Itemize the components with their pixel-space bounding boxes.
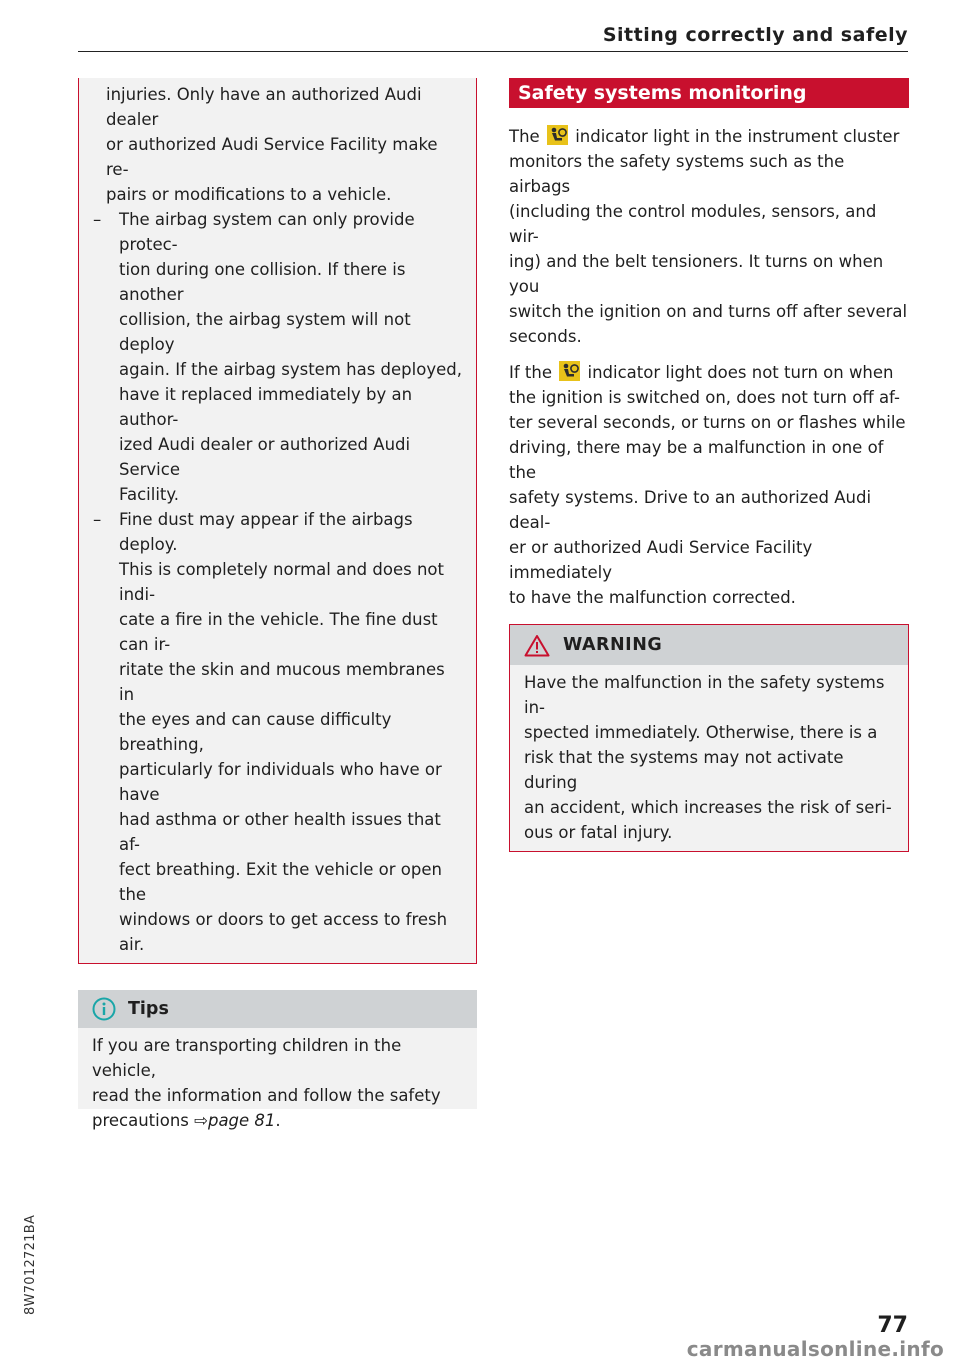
text-line: switch the ignition on and turns off after several — [509, 302, 908, 321]
text-line: cate a fire in the vehicle. The fine dust can ir- — [119, 610, 438, 654]
tips-title: Tips — [128, 998, 169, 1019]
airbag-indicator-icon — [547, 125, 568, 145]
text-line: again. If the airbag system has deployed, — [119, 360, 462, 379]
warning-list-item — [93, 507, 462, 957]
left-column — [78, 78, 477, 1130]
text-line: monitors the safety systems such as the airbags — [509, 152, 845, 196]
warning-title: WARNING — [563, 634, 663, 655]
text-line: Fine dust may appear if the airbags deploy. — [119, 510, 413, 554]
warning-list-item — [93, 207, 462, 507]
text-line: ing) and the belt tensioners. It turns on when you — [509, 252, 884, 296]
text-line: windows or doors to get access to fresh air. — [119, 910, 448, 954]
text-line: collision, the airbag system will not deploy — [119, 310, 411, 354]
warning-continuation-box — [78, 78, 477, 964]
text-line: or authorized Audi Service Facility make re- — [106, 135, 438, 179]
text-line: pairs or modifications to a vehicle. — [106, 185, 392, 204]
right-column — [509, 78, 909, 852]
paragraph — [509, 124, 909, 349]
text-line: read the information and follow the safety — [92, 1086, 441, 1105]
text-line: ous or fatal injury. — [524, 823, 673, 842]
warning-list — [93, 207, 462, 957]
text-fragment: If the — [509, 363, 552, 382]
text-line: (including the control modules, sensors, and wir- — [509, 202, 877, 246]
text-punctuation: . — [275, 1111, 281, 1130]
text-line: spected immediately. Otherwise, there is a — [524, 723, 878, 742]
text-line: ized Audi dealer or authorized Audi Service — [119, 435, 411, 479]
paragraph — [509, 360, 909, 610]
page-reference-text: page 81 — [207, 1111, 276, 1130]
section-header-title: Sitting correctly and safely — [602, 24, 908, 46]
text-line: risk that the systems may not activate during — [524, 748, 844, 792]
text-line: fect breathing. Exit the vehicle or open the — [119, 860, 442, 904]
warning-body — [510, 665, 908, 851]
warning-triangle-icon — [524, 634, 550, 657]
page-number: 77 — [877, 1313, 908, 1338]
text-line: to have the malfunction corrected. — [509, 588, 796, 607]
text-line: driving, there may be a malfunction in one of the — [509, 438, 884, 482]
text-fragment: indicator light does not turn on when — [587, 363, 894, 382]
text-line: tion during one collision. If there is another — [119, 260, 406, 304]
text-line: particularly for individuals who have or have — [119, 760, 442, 804]
text-line: an accident, which increases the risk of seri- — [524, 798, 892, 817]
text-line: Facility. — [119, 485, 180, 504]
text-line: injuries. Only have an authorized Audi dealer — [106, 85, 422, 129]
warning-continuation-intro — [93, 82, 462, 207]
watermark: carmanualsonline.info — [686, 1337, 944, 1361]
warning-box — [509, 624, 909, 852]
tips-body — [78, 1028, 477, 1130]
text-line: had asthma or other health issues that af- — [119, 810, 441, 854]
text-line: have it replaced immediately by an author- — [119, 385, 413, 429]
arrow-right-icon: ⇨ — [194, 1111, 208, 1130]
text-line: the eyes and can cause difficulty breathing, — [119, 710, 392, 754]
header-rule — [78, 51, 908, 52]
airbag-indicator-icon — [559, 361, 580, 381]
text-line: the ignition is switched on, does not turn off af- — [509, 388, 900, 407]
text-line: The airbag system can only provide protec- — [119, 210, 415, 254]
text-fragment: The — [509, 127, 540, 146]
text-line: If you are transporting children in the vehicle, — [92, 1036, 402, 1080]
page-reference-link[interactable] — [194, 1111, 275, 1130]
text-line: seconds. — [509, 327, 582, 346]
section-heading: Safety systems monitoring — [509, 78, 909, 108]
tips-box — [78, 990, 477, 1130]
text-line: safety systems. Drive to an authorized Audi deal- — [509, 488, 872, 532]
text-line: ter several seconds, or turns on or flashes while — [509, 413, 906, 432]
text-line: Have the malfunction in the safety systems in- — [524, 673, 885, 717]
tips-header — [78, 990, 477, 1028]
text-line: er or authorized Audi Service Facility immediately — [509, 538, 813, 582]
text-line: ritate the skin and mucous membranes in — [119, 660, 445, 704]
text-line: This is completely normal and does not indi- — [119, 560, 444, 604]
warning-header — [510, 625, 908, 665]
text-fragment: indicator light in the instrument cluster — [575, 127, 900, 146]
text-line: precautions — [92, 1111, 195, 1130]
document-code: 8W7012721BA — [23, 1214, 38, 1315]
info-icon — [92, 997, 116, 1021]
